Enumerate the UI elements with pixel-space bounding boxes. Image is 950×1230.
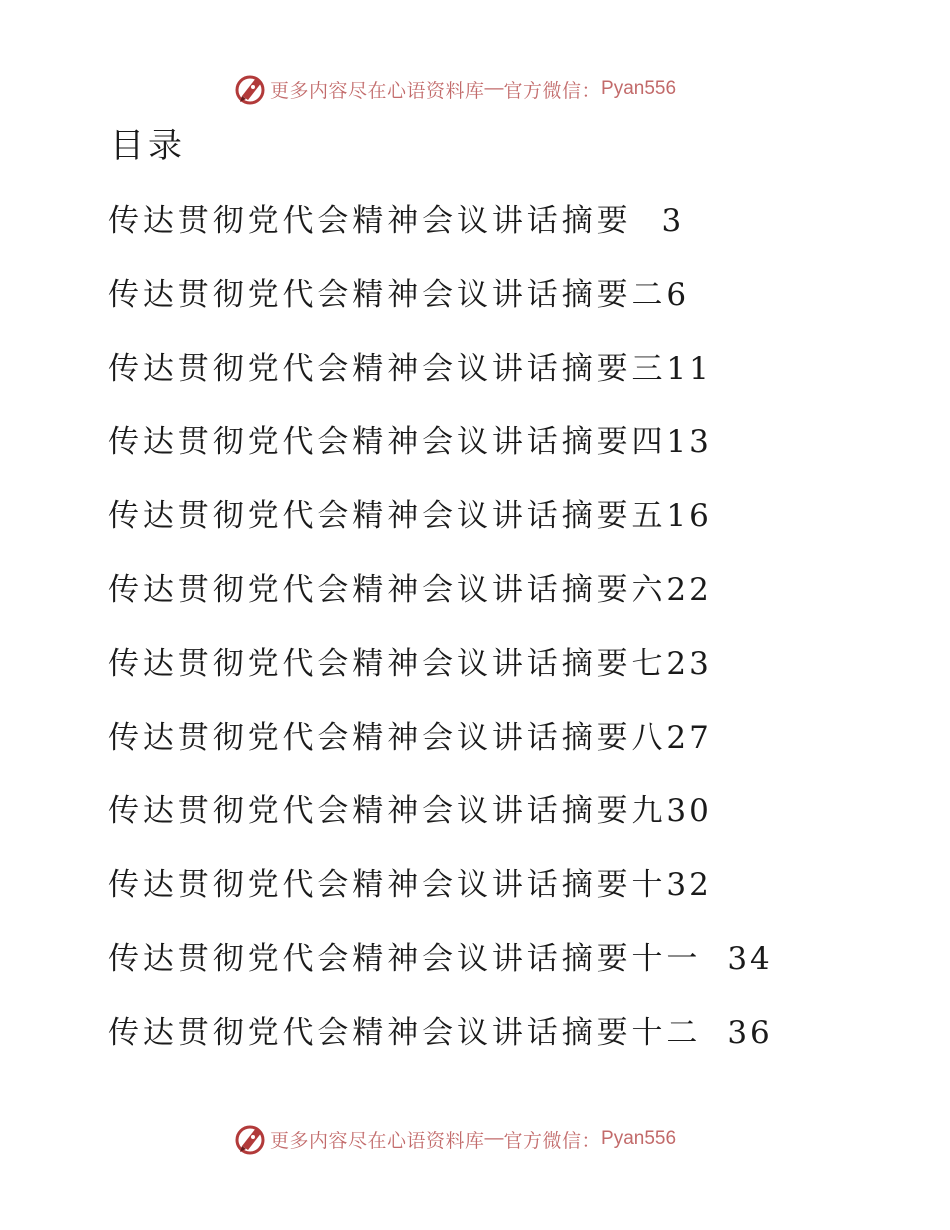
banner-text: 更多内容尽在心语资料库 (270, 79, 485, 102)
toc-entry-title: 传达贯彻党代会精神会议讲话摘要十二 (108, 1014, 702, 1051)
toc-entry[interactable] (108, 419, 773, 493)
toc-entry[interactable] (108, 641, 773, 715)
toc-entry-page: 22 (666, 571, 712, 608)
toc-list (108, 198, 773, 1084)
toc-entry-page: 23 (666, 645, 712, 682)
banner-text: 更多内容尽在心语资料库 (270, 1129, 485, 1152)
toc-entry-page: 16 (666, 498, 712, 535)
toc-entry[interactable] (108, 788, 773, 862)
toc-entry-title: 传达贯彻党代会精神会议讲话摘要 (108, 203, 632, 239)
toc-entry-page: 6 (666, 276, 690, 313)
toc-entry[interactable] (108, 346, 773, 420)
toc-entry-title: 传达贯彻党代会精神会议讲话摘要三 (108, 350, 667, 387)
toc-entry[interactable] (108, 1010, 773, 1084)
toc-entry[interactable] (108, 936, 773, 1010)
banner-separator: — (484, 78, 504, 99)
toc-entry-page: 36 (727, 1014, 773, 1051)
banner-wechat-label: 官方微信： (503, 1129, 602, 1152)
footer-banner (234, 1122, 676, 1156)
toc-entry[interactable] (108, 862, 773, 936)
toc-entry-title: 传达贯彻党代会精神会议讲话摘要八 (108, 719, 667, 756)
toc-entry-title: 传达贯彻党代会精神会议讲话摘要十一 (108, 940, 702, 977)
toc-entry[interactable] (108, 493, 773, 567)
pen-nib-logo-icon (234, 72, 268, 106)
toc-entry-title: 传达贯彻党代会精神会议讲话摘要二 (108, 276, 667, 313)
toc-title: 目录 (110, 126, 186, 166)
toc-entry-title: 传达贯彻党代会精神会议讲话摘要十 (108, 867, 667, 904)
toc-entry-page: 32 (666, 867, 712, 904)
toc-entry[interactable] (108, 715, 773, 789)
toc-entry-page: 13 (666, 424, 712, 461)
toc-entry[interactable] (108, 198, 773, 272)
toc-entry-page: 3 (661, 203, 685, 239)
toc-entry-page: 34 (727, 940, 773, 977)
header-banner (234, 72, 676, 106)
toc-entry-title: 传达贯彻党代会精神会议讲话摘要九 (108, 793, 667, 830)
toc-entry-title: 传达贯彻党代会精神会议讲话摘要五 (108, 498, 667, 535)
toc-entry-page: 11 (666, 350, 712, 387)
banner-wechat-id: Pyan556 (601, 1128, 677, 1149)
toc-entry-page: 27 (666, 719, 712, 756)
toc-entry[interactable] (108, 272, 773, 346)
banner-wechat-id: Pyan556 (601, 78, 677, 99)
toc-entry-title: 传达贯彻党代会精神会议讲话摘要七 (108, 645, 667, 682)
banner-separator: — (484, 1128, 504, 1149)
banner-wechat-label: 官方微信： (503, 79, 602, 102)
toc-entry[interactable] (108, 567, 773, 641)
pen-nib-logo-icon (234, 1122, 268, 1156)
toc-entry-title: 传达贯彻党代会精神会议讲话摘要四 (108, 424, 667, 461)
toc-entry-page: 30 (666, 793, 712, 830)
toc-entry-title: 传达贯彻党代会精神会议讲话摘要六 (108, 571, 667, 608)
